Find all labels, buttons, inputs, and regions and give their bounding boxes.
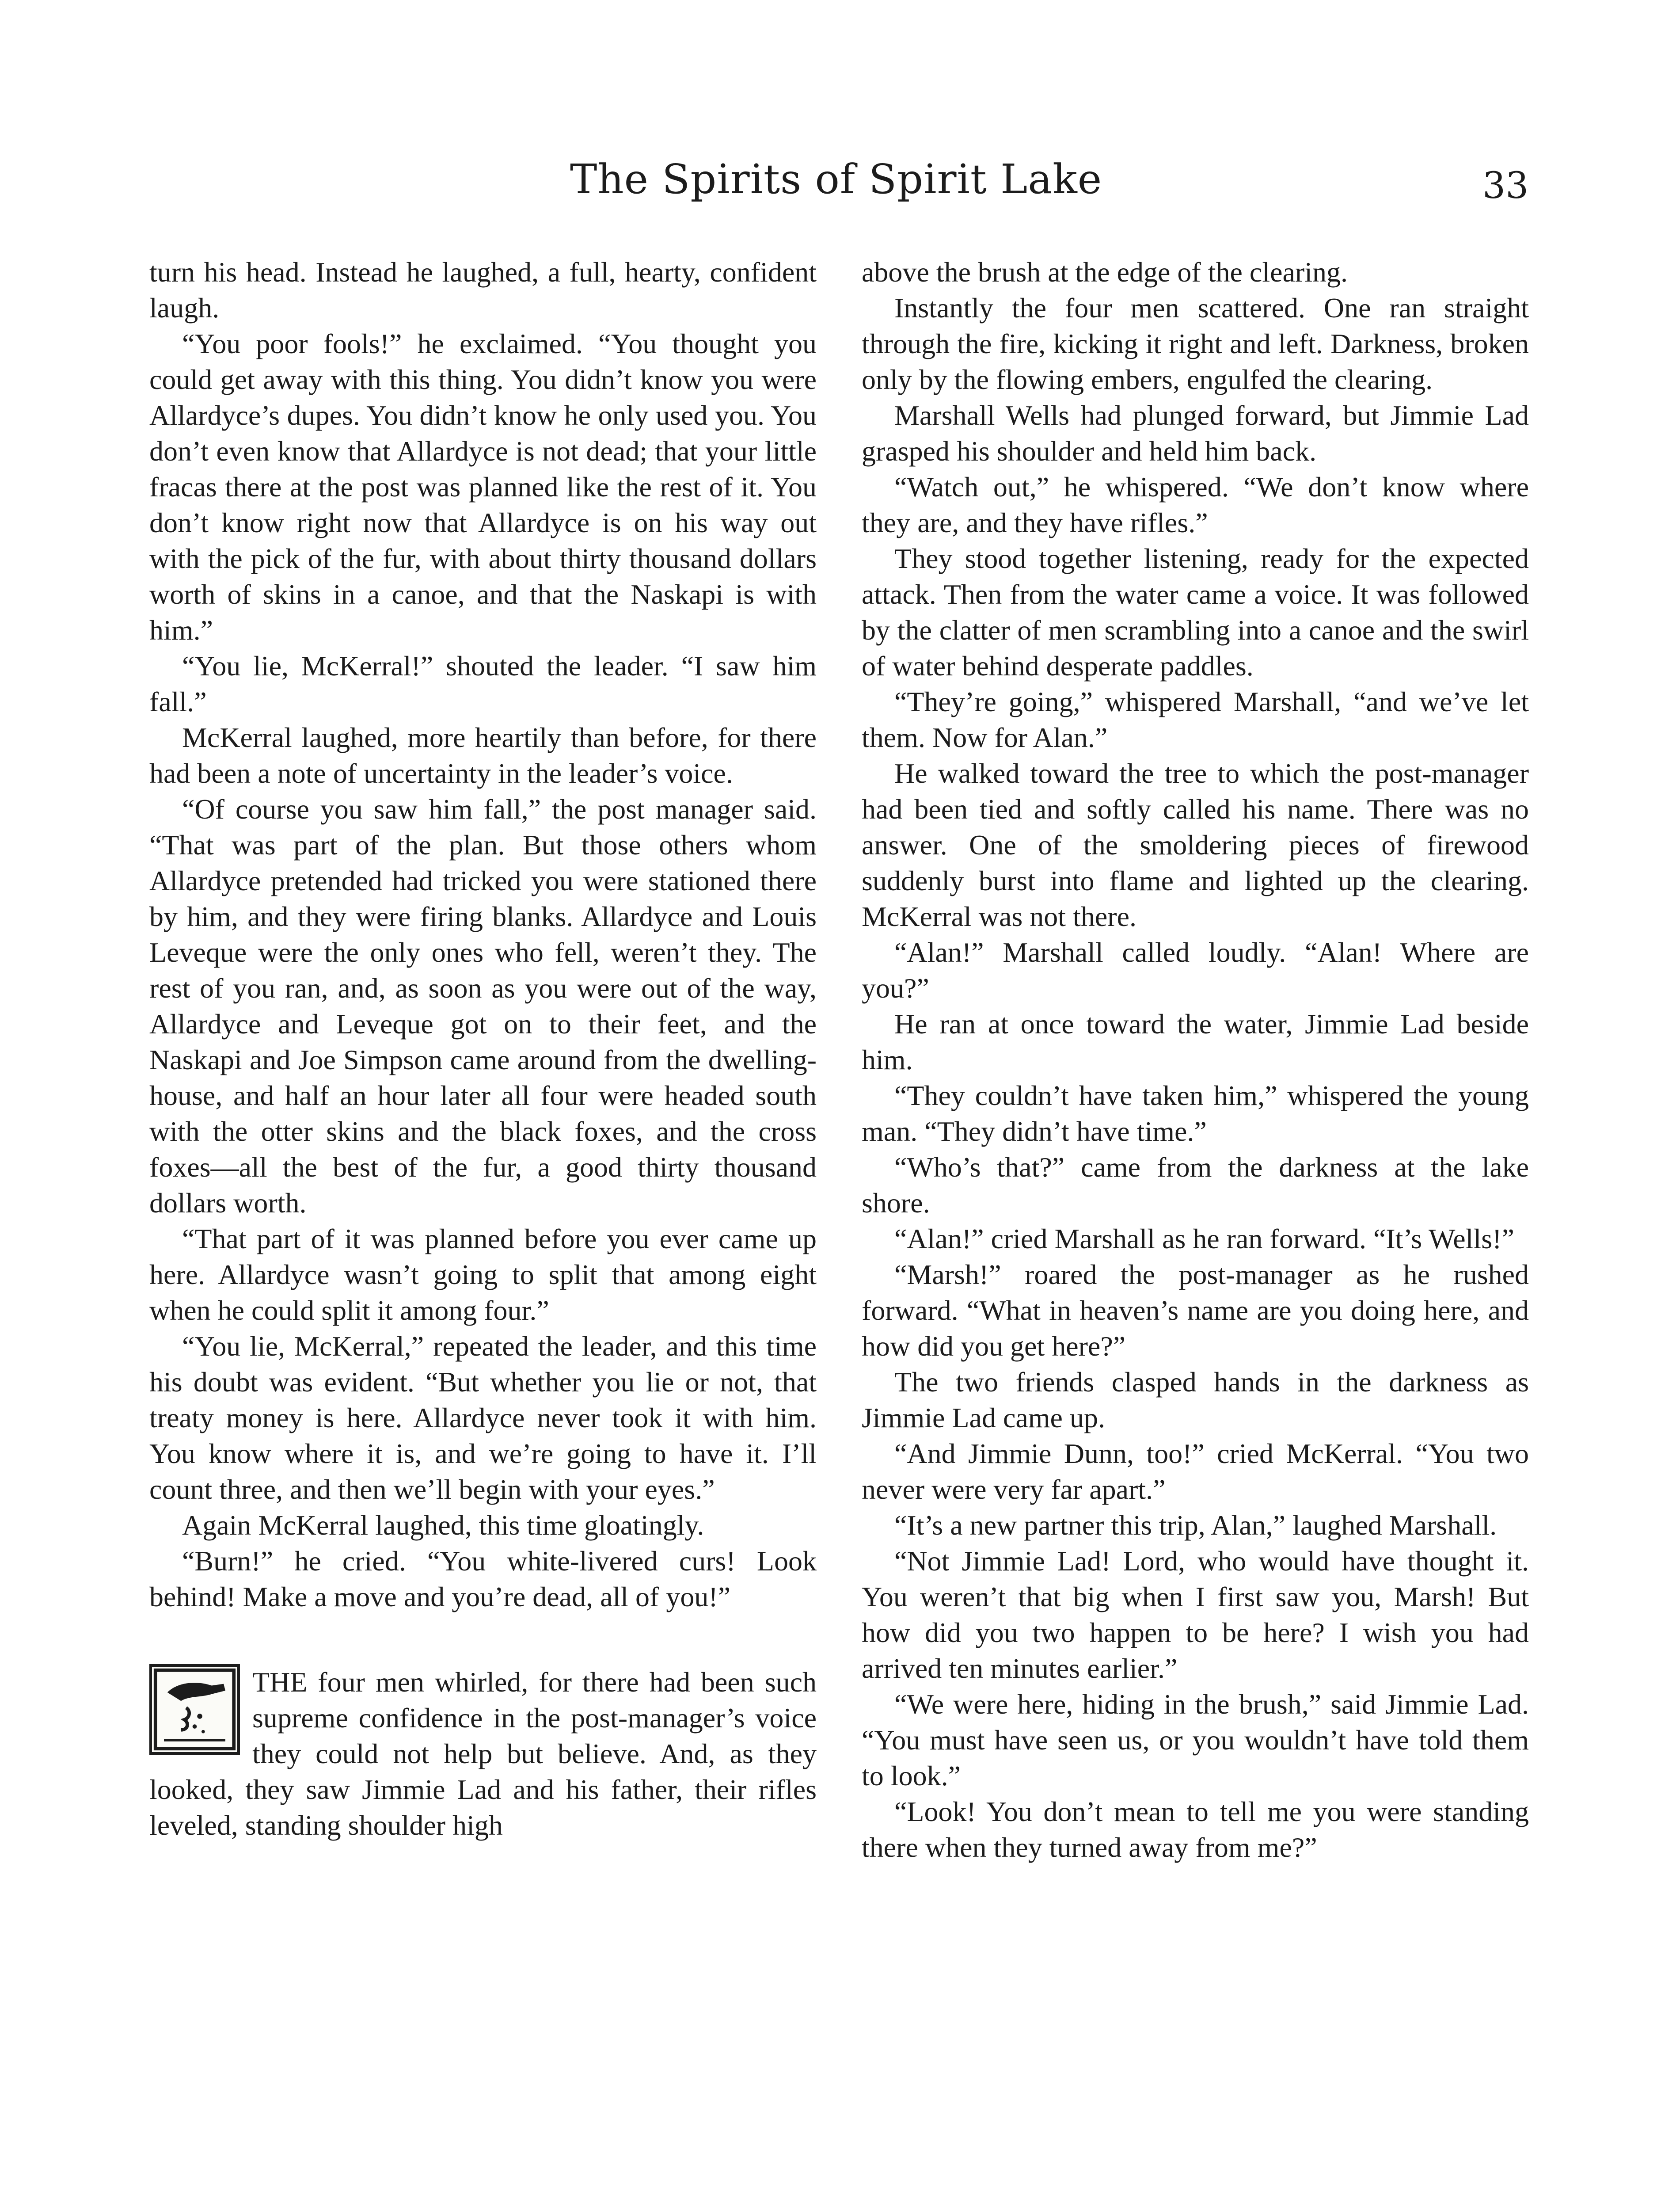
- paragraph: “That part of it was planned before you ever came up here. Allardyce wasn’t going to split that among eight when he could split it among four.”: [149, 1223, 817, 1326]
- paragraph: “Watch out,” he whispered. “We don’t know where they are, and they have rifles.”: [862, 471, 1529, 538]
- paragraph: Marshall Wells had plunged forward, but Jimmie Lad grasped his shoulder and held him back.: [862, 400, 1529, 467]
- left-text-column: [149, 254, 817, 1843]
- paragraph: Again McKerral laughed, this time gloatingly.: [182, 1509, 704, 1541]
- paragraph: “You poor fools!” he exclaimed. “You thought you could get away with this thing. You didn’t know you were Allardyce’s dupes. You didn’t know he only used you. You don’t even know that Allardyce is not dead; that your little fracas there at the post was planned like the rest of it. You don’t know right now that Allardyce is on his way out with the pick of the fur, with about thirty thousand dollars worth of skins in a canoe, and that the Naskapi is with him.”: [149, 328, 817, 646]
- paragraph: McKerral laughed, more heartily than before, for there had been a note of uncertainty in the leader’s voice.: [149, 722, 817, 789]
- paragraph: “You lie, McKerral,” repeated the leader, and this time his doubt was evident. “But whether you lie or not, that treaty money is here. Allardyce never took it with him. You know where it is, and we’re going to have it. I’ll count three, and then we’ll begin with your eyes.”: [149, 1330, 817, 1505]
- paragraph: “Alan!” Marshall called loudly. “Alan! Where are you?”: [862, 937, 1529, 1004]
- right-text-column: [862, 254, 1529, 1865]
- paragraph: The two friends clasped hands in the darkness as Jimmie Lad came up.: [862, 1366, 1529, 1433]
- paragraph: “They couldn’t have taken him,” whispered the young man. “They didn’t have time.”: [862, 1080, 1529, 1147]
- paragraph: He walked toward the tree to which the post-manager had been tied and softly called his name. There was no answer. One of the smoldering pieces of firewood suddenly burst into flame and lighted up the clearing. McKerral was not there.: [862, 758, 1529, 932]
- hand-ornament-icon: [152, 1667, 237, 1752]
- paragraph: He ran at once toward the water, Jimmie Lad beside him.: [862, 1008, 1529, 1075]
- paragraph: “Look! You don’t mean to tell me you were standing there when they turned away from me?”: [862, 1796, 1529, 1863]
- running-title: The Spirits of Spirit Lake: [570, 156, 1102, 203]
- paragraph: “It’s a new partner this trip, Alan,” laughed Marshall.: [894, 1509, 1497, 1541]
- paragraph: “You lie, McKerral!” shouted the leader. “I saw him fall.”: [149, 650, 817, 717]
- paragraph: “We were here, hiding in the brush,” said Jimmie Lad. “You must have seen us, or you wouldn’t have told them to look.”: [862, 1688, 1529, 1791]
- drop-cap-ornament-icon: [149, 1664, 240, 1755]
- paragraph: “Who’s that?” came from the darkness at the lake shore.: [862, 1151, 1529, 1219]
- paragraph: They stood together listening, ready for the expected attack. Then from the water came a voice. It was followed by the clatter of men scrambling into a canoe and the swirl of water behind desperate paddles.: [862, 543, 1529, 682]
- paragraph: “Alan!” cried Marshall as he ran forward. “It’s Wells!”: [894, 1223, 1514, 1254]
- paragraph: “Not Jimmie Lad! Lord, who would have thought it. You weren’t that big when I first saw you, Marsh! But how did you two happen to be here? I wish you had arrived ten minutes earlier.”: [862, 1545, 1529, 1684]
- paragraph: “Of course you saw him fall,” the post manager said. “That was part of the plan. But those others whom Allardyce pretended had tricked you were stationed there by him, and they were firing blanks. Allardyce and Louis Leveque were the only ones who fell, weren’t they. The rest of you ran, and, as soon as you were out of the way, Allardyce and Leveque got on to their feet, and the Naskapi and Joe Simpson came around from the dwelling-house, and half an hour later all four were headed south with the otter skins and the black foxes, and the cross foxes—all the best of the fur, a good thirty thousand dollars worth.: [149, 793, 817, 1219]
- paragraph: above the brush at the edge of the clearing.: [862, 256, 1348, 288]
- paragraph: THE four men whirled, for there had been such supreme confidence in the post-manager’s voice they could not help but believe. And, as they looked, they saw Jimmie Lad and his father, their rifles leveled, standing shoulder high: [149, 1666, 817, 1841]
- paragraph: turn his head. Instead he laughed, a full, hearty, confident laugh.: [149, 256, 817, 324]
- paragraph: Instantly the four men scattered. One ran straight through the fire, kicking it right and left. Darkness, broken only by the flowing embers, engulfed the clearing.: [862, 292, 1529, 395]
- page-number: 33: [1482, 165, 1529, 207]
- paragraph: “Marsh!” roared the post-manager as he rushed forward. “What in heaven’s name are you doing here, and how did you get here?”: [862, 1259, 1529, 1362]
- paragraph: “And Jimmie Dunn, too!” cried McKerral. “You two never were very far apart.”: [862, 1438, 1529, 1505]
- paragraph: “Burn!” he cried. “You white-livered curs! Look behind! Make a move and you’re dead, all of you!”: [149, 1545, 817, 1612]
- paragraph: “They’re going,” whispered Marshall, “and we’ve let them. Now for Alan.”: [862, 686, 1529, 753]
